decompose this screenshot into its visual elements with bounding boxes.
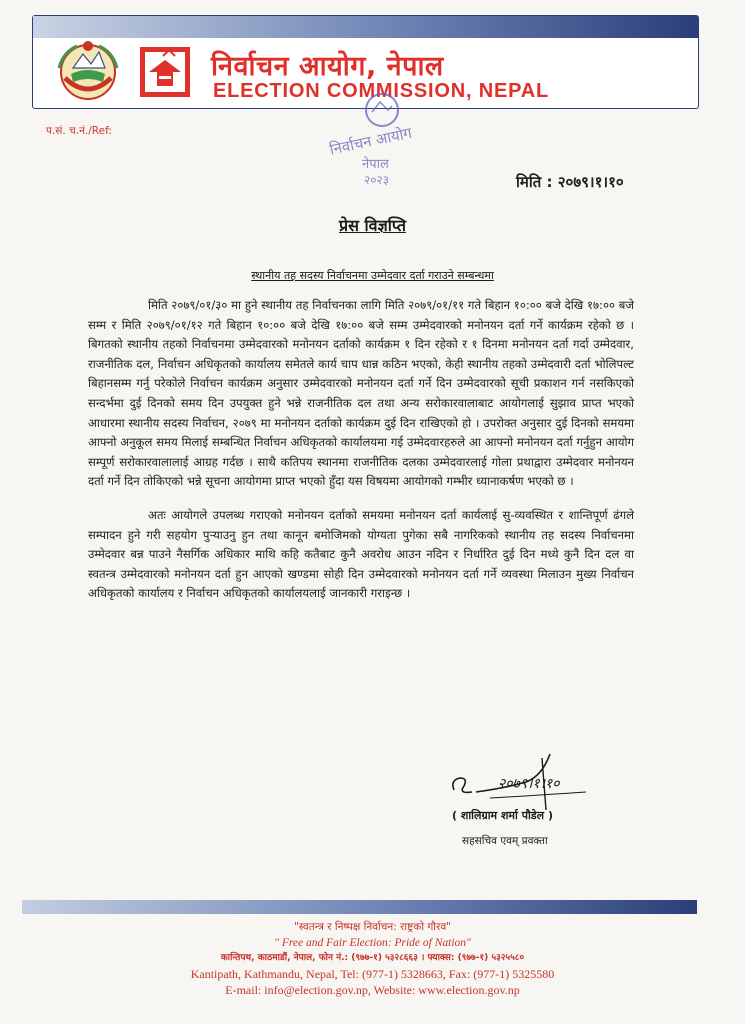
footer-slogan-english: " Free and Fair Election: Pride of Nation" [274, 937, 471, 949]
press-release-title-wrapper [0, 214, 745, 236]
stamp-text-commission: निर्वाचन आयोग [328, 123, 414, 159]
footer-band [22, 900, 697, 914]
footer [0, 920, 745, 998]
signer-name: ( शालिग्राम शर्मा पौडेल ) [452, 809, 553, 822]
footer-address-english: Kantipath, Kathmandu, Nepal, Tel: (977-1) 5328663, Fax: (977-1) 5325580 [190, 967, 555, 981]
footer-address-nepali: कान्तिपथ, काठमाडौं, नेपाल, फोन नं.: (९७७-१) ५३२८६६३ । फ्याक्स: (९७७-१) ५३२५५८० [220, 953, 525, 963]
body-paragraph-1: मिति २०७९/०१/३० मा हुने स्थानीय तह निर्वाचनका लागि मिति २०७९/०१/११ गते बिहान १०:०० बजे देखि १७:०० बजे सम्म र मिति २०७९/०१/१२ गते बिहान १०:०० बजे देखि १७:०० बजे सम्म उम्मेदवारको मनोनयन दर्ता गर्ने कार्यक्रम रहेको छ । बिगतको स्थानीय तहको निर्वाचनमा उम्मेदवारको मनोनयन दर्ताको कार्यक्रम १ दिन रहेको र १ दिनमा मनोनयन दर्ता गर्दा उम्मेदवार, राजनीतिक दल, निर्वाचन अधिकृतको कार्यालय समेतले कार्य चाप धान्न कठिन भएको, केही स्थानीय तहको उम्मेदवारी दर्ता भोलिपल्ट बिहानसम्म गर्नु परेकोले निर्वाचन कार्यक्रम अनुसार उम्मेदवारको मनोनयन दर्ता गर्ने दिन उम्मेदवारको सूची प्रकाशन गर्न नसकिएको सन्दर्भमा दुई दिनको समय दिन उपयुक्त हुने भन्ने राजनीतिक दल तथा अन्य सरोकारवालाबाट आयोगलाई सुझाव प्राप्त भएको आधारमा स्थानीय सदस्य निर्वाचन, २०७९ मा मनोनयन दर्ताको कार्यक्रम दुई दिन राखिएको हो । उपरोक्त अनुसार दुई दिनको समयमा आफ्नो अनुकूल समय मिलाई सम्बन्धित निर्वाचन अधिकृतको कार्यालयमा गई उम्मेदवारहरुले आ आफ्नो मनोनयन दर्ता गर्नुहुन आयोग सम्पूर्ण सरोकारवालालाई आग्रह गर्दछ । साथै कतिपय स्थानमा राजनीतिक दलका उम्मेदवारलाई गोला प्रथाद्वारा उम्मेदवार मनोनयन दर्ता गर्ने दिन तोकिएको भन्ने सूचना आयोगमा प्राप्त भएको हुँदा यस विषयमा आयोगको गम्भीर ध्यानाकर्षण भएको छ । [88, 298, 634, 489]
official-stamp [322, 88, 432, 188]
commission-title-english: ELECTION COMMISSION, NEPAL [213, 80, 549, 102]
national-emblem-icon [53, 38, 123, 102]
subject-line: स्थानीय तह सदस्य निर्वाचनमा उम्मेदवार दर्ता गराउने सम्बन्धमा [251, 269, 494, 282]
footer-slogan-nepali: "स्वतन्त्र र निष्पक्ष निर्वाचन: राष्ट्रको गौरव" [293, 921, 451, 933]
handwritten-signature [446, 752, 606, 812]
press-release-title: प्रेस विज्ञप्ति [339, 216, 406, 235]
subject-line-wrapper [0, 264, 745, 283]
stamp-text-nepal: नेपाल [362, 157, 389, 172]
stamp-text-year: २०२३ [364, 173, 389, 187]
letterhead-band [33, 16, 698, 38]
signer-title: सहसचिव एवम् प्रवक्ता [462, 835, 548, 847]
footer-contact: E-mail: info@election.gov.np, Website: www.election.gov.np [225, 983, 520, 997]
reference-label: प.सं. च.नं./Ref: [46, 125, 112, 137]
commission-title-nepali: निर्वाचन आयोग, नेपाल [211, 51, 444, 82]
signature-date: २०७९।१।१० [498, 776, 560, 792]
ballot-box-logo-icon [139, 46, 191, 98]
letter-body [88, 296, 634, 618]
body-paragraph-2: अतः आयोगले उपलब्ध गराएको मनोनयन दर्ताको समयमा मनोनयन दर्ता कार्यलाई सु-व्यवस्थित र शान्तिपूर्ण ढंगले सम्पादन हुने गरी सहयोग पुर्‍याउनु हुन तथा कानून बमोजिमको योग्यता पुगेका सबै नागरिकको स्थानीय तह सदस्य निर्वाचनमा उम्मेदवार बन्न पाउने नैसर्गिक अधिकार माथि कहि कतैबाट कुनै अवरोध आउन नदिन र निर्धारित दुई दिन मध्ये कुनै दिन दल वा स्वतन्त्र उम्मेदवारको मनोनयन दर्ता हुन आएको खण्डमा सोही दिन उम्मेदवारको मनोनयन दर्ता गर्ने व्यवस्था मिलाउन मुख्य निर्वाचन अधिकृतको कार्यालय र निर्वाचन अधिकृतको कार्यालयलाई जानकारी गराइन्छ । [88, 507, 634, 601]
letter-date: मिति : २०७९।१।१० [516, 173, 624, 191]
